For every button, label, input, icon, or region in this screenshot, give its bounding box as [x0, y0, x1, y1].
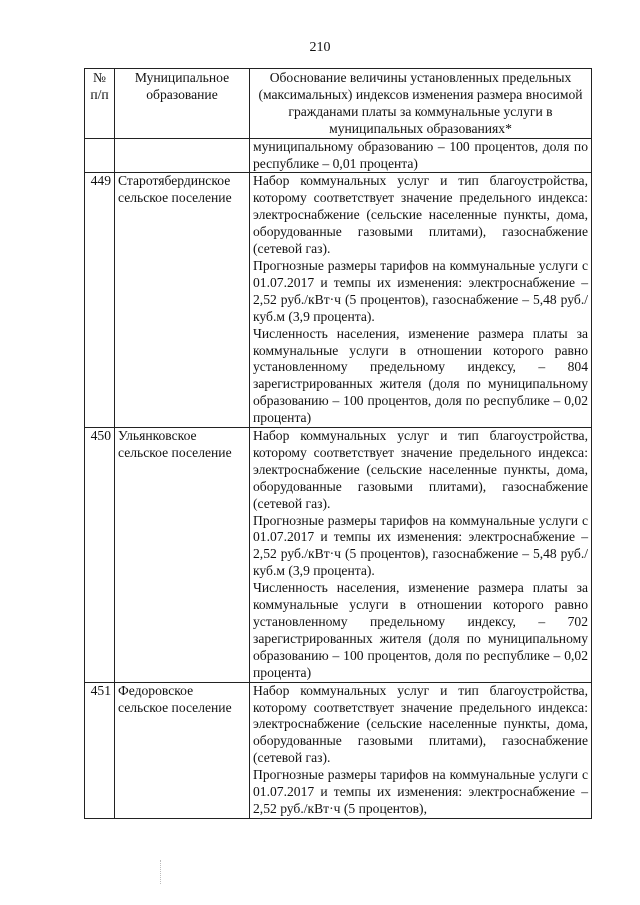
- paragraph-services: Набор коммунальных услуг и тип благоустройства, которому соответствует значение предельного индекса: электроснабжение (сельские населенные пункты, дома, оборудованные газовыми плитами), газоснабжение (сетевой газ).: [253, 428, 588, 511]
- paragraph-tariffs: Прогнозные размеры тарифов на коммунальные услуги с 01.07.2017 и темпы их изменения: электроснабжение – 2,52 руб./кВт·ч (5 процентов), газоснабжение – 5,48 руб./куб.м (3,9 процента).: [253, 512, 588, 579]
- paragraph-population: Численность населения, изменение размера платы за коммунальные услуги в отношении которого равно установленному предельному индексу, – 702 зарегистрированных жителя (доля по муниципальному образованию – 100 процентов, доля по республике – 0,02 процента): [253, 580, 588, 680]
- justification-cell: [250, 428, 592, 683]
- scan-artifact-mark: [160, 860, 163, 884]
- paragraph-tariffs: Прогнозные размеры тарифов на коммунальные услуги с 01.07.2017 и темпы их изменения: электроснабжение – 2,52 руб./кВт·ч (5 процентов),: [253, 767, 588, 816]
- table-row: [85, 173, 592, 428]
- municipality-name: Ульянковское сельское поселение: [115, 428, 250, 683]
- paragraph-services: Набор коммунальных услуг и тип благоустройства, которому соответствует значение предельного индекса: электроснабжение (сельские населенные пункты, дома, оборудованные газовыми плитами), газоснабжение (сетевой газ).: [253, 682, 588, 766]
- justification-cell: [250, 682, 592, 818]
- paragraph-population: Численность населения, изменение размера платы за коммунальные услуги в отношении которого равно установленному предельному индексу, – 804 зарегистрированных жителя (доля по муниципальному образованию – 100 процентов, доля по республике – 0,02 процента): [253, 325, 588, 426]
- justification-cell: [250, 173, 592, 428]
- cell-num: [85, 138, 115, 173]
- cell-continuation-text: муниципальному образованию – 100 процентов, доля по республике – 0,01 процента): [250, 138, 592, 173]
- table-header-row: [85, 69, 592, 139]
- row-number: 449: [85, 173, 115, 428]
- table-row-continuation: [85, 138, 592, 173]
- municipality-name: Федоровское сельское поселение: [115, 682, 250, 818]
- row-number: 451: [85, 682, 115, 818]
- paragraph-services: Набор коммунальных услуг и тип благоустройства, которому соответствует значение предельного индекса: электроснабжение (сельские населенные пункты, дома, оборудованные газовыми плитами), газоснабжение (сетевой газ).: [253, 173, 588, 257]
- page-number: 210: [309, 40, 331, 55]
- tariff-index-table: [84, 68, 592, 819]
- header-justification: Обоснование величины установленных предельных (максимальных) индексов изменения размера вносимой гражданами платы за коммунальные услуги в муниципальных образованиях*: [250, 69, 592, 139]
- paragraph-tariffs: Прогнозные размеры тарифов на коммунальные услуги с 01.07.2017 и темпы их изменения: электроснабжение – 2,52 руб./кВт·ч (5 процентов), газоснабжение – 5,48 руб./куб.м (3,9 процента).: [253, 257, 588, 324]
- row-number: 450: [85, 428, 115, 683]
- table-row: [85, 428, 592, 683]
- table-row: [85, 682, 592, 818]
- header-municipality: Муниципальное образование: [115, 69, 250, 139]
- header-num: № п/п: [85, 69, 115, 139]
- cell-municipality: [115, 138, 250, 173]
- municipality-name: Старотябердинское сельское поселение: [115, 173, 250, 428]
